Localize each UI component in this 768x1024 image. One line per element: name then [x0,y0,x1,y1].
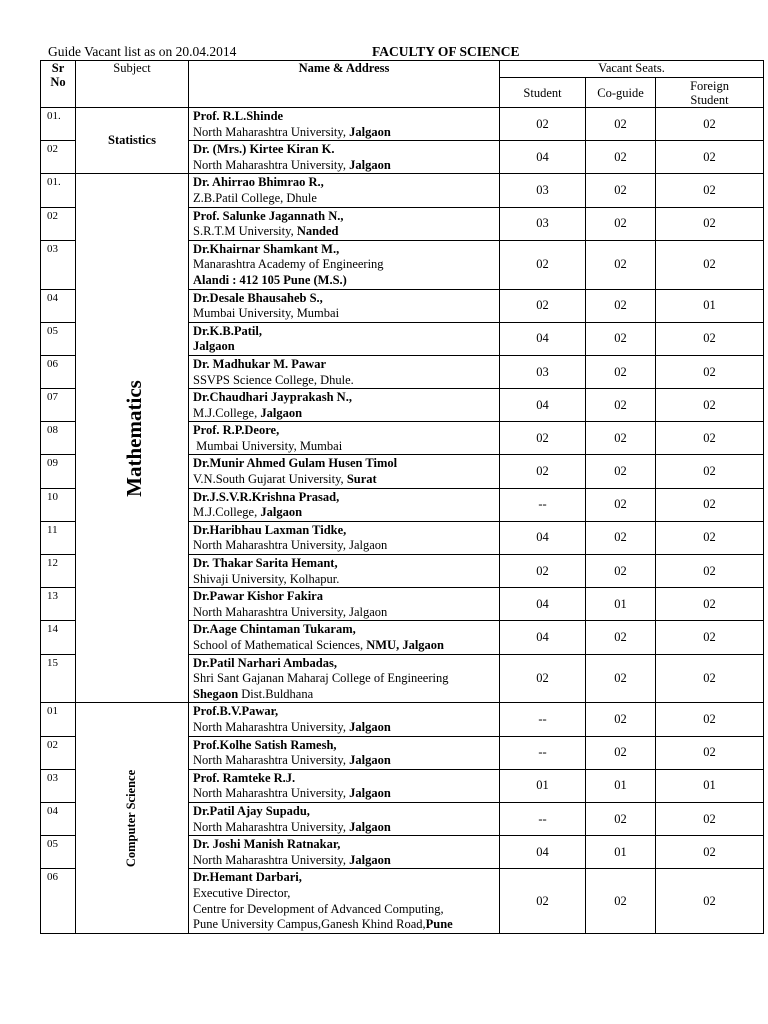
student-seats-cell: 04 [500,322,586,355]
coguide-seats-cell: 01 [586,836,656,869]
foreign-seats-cell: 02 [656,108,764,141]
name-address-cell [189,322,500,355]
coguide-seats-cell: 02 [586,355,656,388]
subject-cell-mathematics: Mathematics [76,174,189,703]
address-line: Dr.Aage Chintaman Tukaram, [193,622,356,637]
table-row [41,108,764,141]
sr-no-cell: 02 [41,141,76,174]
sr-no-cell: 14 [41,621,76,654]
foreign-seats-cell: 02 [656,174,764,207]
sr-no-cell: 02 [41,207,76,240]
name-address-cell [189,703,500,736]
student-seats-cell: 02 [500,654,586,703]
address-line: Dr.Desale Bhausaheb S., [193,290,323,305]
address-line: Dr.Pawar Kishor Fakira [193,589,323,604]
faculty-heading: FACULTY OF SCIENCE [372,44,520,59]
coguide-seats-cell: 02 [586,289,656,322]
address-line: North Maharashtra University, Jalgaon [193,819,391,834]
foreign-seats-cell: 01 [656,289,764,322]
sr-no-cell: 13 [41,588,76,621]
sr-no-cell: 06 [41,355,76,388]
page-header [48,44,748,60]
coguide-seats-cell: 02 [586,555,656,588]
student-seats-cell: 04 [500,621,586,654]
student-seats-cell: 02 [500,869,586,933]
student-seats-cell: 04 [500,588,586,621]
foreign-seats-cell: 02 [656,389,764,422]
coguide-seats-cell: 02 [586,240,656,289]
address-line: Dr. Thakar Sarita Hemant, [193,556,338,571]
sr-no-cell: 07 [41,389,76,422]
address-line: Dr. Joshi Manish Ratnakar, [193,837,341,852]
address-line: Mumbai University, Mumbai [193,438,343,453]
col-vacant-seats: Vacant Seats. [500,61,764,78]
foreign-seats-cell: 02 [656,455,764,488]
address-line: North Maharashtra University, Jalgaon [193,786,391,801]
address-line: Shegaon Dist.Buldhana [193,686,314,701]
name-address-cell [189,654,500,703]
name-address-cell [189,736,500,769]
address-line: North Maharashtra University, Jalgaon [193,753,391,768]
student-seats-cell: 04 [500,521,586,554]
coguide-seats-cell: 02 [586,322,656,355]
col-coguide: Co-guide [586,78,656,108]
name-address-cell [189,769,500,802]
address-line: Prof. Ramteke R.J. [193,770,296,785]
foreign-seats-cell: 02 [656,240,764,289]
name-address-cell [189,802,500,835]
name-address-cell [189,869,500,933]
table-row [41,703,764,736]
address-line: Prof.B.V.Pawar, [193,704,279,719]
coguide-seats-cell: 02 [586,621,656,654]
address-line: North Maharashtra University, Jalgaon [193,124,391,139]
address-line: Dr.Patil Ajay Supadu, [193,803,310,818]
student-seats-cell: 02 [500,108,586,141]
address-line: Pune University Campus,Ganesh Khind Road,Pune [193,917,453,932]
sr-no-cell: 03 [41,769,76,802]
foreign-seats-cell: 02 [656,703,764,736]
foreign-seats-cell: 02 [656,488,764,521]
address-line: Dr.J.S.V.R.Krishna Prasad, [193,489,340,504]
col-sr-no: Sr No [41,61,76,108]
student-seats-cell: 04 [500,141,586,174]
address-line: Mumbai University, Mumbai [193,306,340,321]
name-address-cell [189,289,500,322]
student-seats-cell: 01 [500,769,586,802]
coguide-seats-cell: 02 [586,802,656,835]
address-line: North Maharashtra University, Jalgaon [193,157,391,172]
foreign-seats-cell: 02 [656,621,764,654]
sr-no-cell: 11 [41,521,76,554]
sr-no-cell: 05 [41,836,76,869]
address-line: SSVPS Science College, Dhule. [193,372,354,387]
student-seats-cell: 02 [500,240,586,289]
name-address-cell [189,455,500,488]
foreign-seats-cell: 02 [656,521,764,554]
student-seats-cell: 03 [500,174,586,207]
sr-no-cell: 09 [41,455,76,488]
student-seats-cell: 03 [500,207,586,240]
sr-no-cell: 15 [41,654,76,703]
table-row [41,174,764,207]
sr-no-cell: 02 [41,736,76,769]
address-line: Prof. R.L.Shinde [193,109,284,123]
address-line: North Maharashtra University, Jalgaon [193,538,388,553]
address-line: Prof. R.P.Deore, [193,423,280,438]
coguide-seats-cell: 02 [586,703,656,736]
address-line: Dr.Chaudhari Jayprakash N., [193,390,352,405]
table-body [41,108,764,934]
name-address-cell [189,836,500,869]
sr-no-cell: 05 [41,322,76,355]
student-seats-cell: 02 [500,555,586,588]
sr-no-cell: 01 [41,703,76,736]
name-address-cell [189,389,500,422]
student-seats-cell: -- [500,488,586,521]
student-seats-cell: -- [500,802,586,835]
address-line: North Maharashtra University, Jalgaon [193,852,391,867]
coguide-seats-cell: 02 [586,521,656,554]
name-address-cell [189,207,500,240]
name-address-cell [189,108,500,141]
name-address-cell [189,621,500,654]
col-name-address: Name & Address [189,61,500,108]
address-line: Dr. (Mrs.) Kirtee Kiran K. [193,142,335,157]
sr-no-cell: 04 [41,289,76,322]
address-line: Dr. Madhukar M. Pawar [193,356,326,371]
student-seats-cell: 04 [500,836,586,869]
sr-no-cell: 01. [41,108,76,141]
name-address-cell [189,555,500,588]
name-address-cell [189,488,500,521]
name-address-cell [189,141,500,174]
address-line: Dr.Hemant Darbari, [193,870,302,885]
sr-no-cell: 12 [41,555,76,588]
address-line: North Maharashtra University, Jalgaon [193,719,391,734]
foreign-seats-cell: 02 [656,654,764,703]
address-line: Dr. Ahirrao Bhimrao R., [193,175,324,190]
coguide-seats-cell: 01 [586,769,656,802]
sr-no-cell: 03 [41,240,76,289]
coguide-seats-cell: 02 [586,654,656,703]
col-foreign-student: Foreign Student [656,78,764,108]
name-address-cell [189,174,500,207]
address-line: Prof.Kolhe Satish Ramesh, [193,737,337,752]
address-line: School of Mathematical Sciences, NMU, Jalgaon [193,638,444,652]
coguide-seats-cell: 02 [586,455,656,488]
coguide-seats-cell: 02 [586,869,656,933]
address-line: Executive Director, [193,885,291,900]
address-line: Z.B.Patil College, Dhule [193,190,317,205]
student-seats-cell: -- [500,736,586,769]
list-date-heading: Guide Vacant list as on 20.04.2014 [48,44,237,59]
address-line: Dr.Haribhau Laxman Tidke, [193,522,347,537]
foreign-seats-cell: 02 [656,555,764,588]
address-line: Jalgaon [193,339,235,354]
sr-no-cell: 04 [41,802,76,835]
address-line: Shivaji University, Kolhapur. [193,571,340,586]
foreign-seats-cell: 02 [656,802,764,835]
coguide-seats-cell: 02 [586,389,656,422]
coguide-seats-cell: 02 [586,207,656,240]
address-line: Shri Sant Gajanan Maharaj College of Engineering [193,671,449,686]
student-seats-cell: 04 [500,389,586,422]
coguide-seats-cell: 02 [586,141,656,174]
foreign-seats-cell: 02 [656,869,764,933]
student-seats-cell: 02 [500,289,586,322]
address-line: Dr.Munir Ahmed Gulam Husen Timol [193,456,398,471]
address-line: Centre for Development of Advanced Computing, [193,901,444,916]
name-address-cell [189,240,500,289]
foreign-seats-cell: 02 [656,736,764,769]
name-address-cell [189,588,500,621]
address-line: Prof. Salunke Jagannath N., [193,208,344,223]
coguide-seats-cell: 02 [586,422,656,455]
foreign-seats-cell: 02 [656,355,764,388]
foreign-seats-cell: 02 [656,141,764,174]
address-line: Dr.K.B.Patil, [193,323,262,338]
name-address-cell [189,521,500,554]
student-seats-cell: -- [500,703,586,736]
foreign-seats-cell: 02 [656,836,764,869]
address-line: V.N.South Gujarat University, Surat [193,472,377,487]
address-line: M.J.College, Jalgaon [193,405,303,420]
col-subject: Subject [76,61,189,108]
foreign-seats-cell: 01 [656,769,764,802]
name-address-cell [189,355,500,388]
name-address-cell [189,422,500,455]
foreign-seats-cell: 02 [656,422,764,455]
foreign-seats-cell: 02 [656,322,764,355]
address-line: North Maharashtra University, Jalgaon [193,604,388,619]
guide-vacancy-table [40,60,764,934]
address-line: Dr.Khairnar Shamkant M., [193,241,340,256]
student-seats-cell: 03 [500,355,586,388]
student-seats-cell: 02 [500,455,586,488]
address-line: Dr.Patil Narhari Ambadas, [193,655,337,670]
foreign-seats-cell: 02 [656,207,764,240]
sr-no-cell: 06 [41,869,76,933]
coguide-seats-cell: 02 [586,736,656,769]
student-seats-cell: 02 [500,422,586,455]
coguide-seats-cell: 02 [586,108,656,141]
coguide-seats-cell: 01 [586,588,656,621]
coguide-seats-cell: 02 [586,174,656,207]
address-line: Manarashtra Academy of Engineering [193,257,384,272]
address-line: S.R.T.M University, Nanded [193,224,339,239]
coguide-seats-cell: 02 [586,488,656,521]
address-line: Alandi : 412 105 Pune (M.S.) [193,272,347,287]
subject-cell-statistics: Statistics [76,108,189,174]
address-line: M.J.College, Jalgaon [193,505,303,520]
col-student: Student [500,78,586,108]
sr-no-cell: 01. [41,174,76,207]
subject-cell-computer-science: Computer Science [76,703,189,933]
foreign-seats-cell: 02 [656,588,764,621]
sr-no-cell: 08 [41,422,76,455]
sr-no-cell: 10 [41,488,76,521]
